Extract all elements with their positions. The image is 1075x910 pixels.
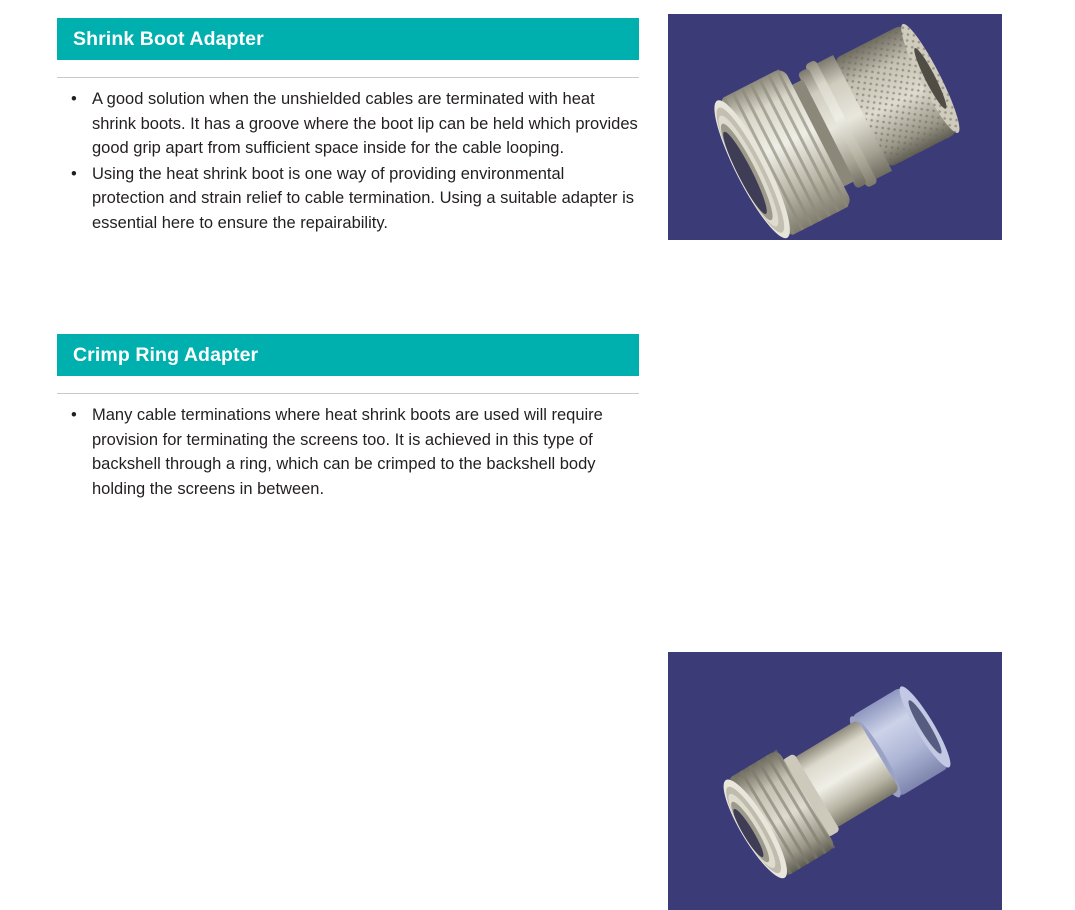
crimp-ring-divider <box>57 393 639 394</box>
list-item <box>57 162 639 236</box>
list-item-text: Using the heat shrink boot is one way of providing environmental protection and strain relief to cable termination. Using a suitable adapter is essential here to ensure the repairability. <box>92 164 635 232</box>
crimp-ring-text-column <box>57 334 639 502</box>
list-item <box>57 87 639 161</box>
list-item-text: A good solution when the unshielded cables are terminated with heat shrink boots. It has a groove where the boot lip can be held which provides good grip apart from sufficient space inside for the cable looping. <box>92 90 638 157</box>
shrink-boot-text-column <box>57 18 639 236</box>
list-item-text: Many cable terminations where heat shrink boots are used will require provision for terminating the screens too. It is achieved in this type of backshell through a ring, which can be crimped to the backshell body holding the screens in between. <box>92 406 603 498</box>
bullet-glyph: • <box>71 90 77 108</box>
crimp-ring-title: Crimp Ring Adapter <box>73 343 259 366</box>
list-item <box>57 403 639 501</box>
shrink-boot-adapter-render <box>668 14 1002 240</box>
crimp-ring-bullet-list <box>57 403 639 501</box>
crimp-ring-adapter-render <box>668 652 1002 910</box>
bullet-glyph: • <box>71 164 77 183</box>
shrink-boot-adapter-image <box>668 14 1002 240</box>
crimp-ring-banner <box>57 334 639 376</box>
shrink-boot-banner <box>57 18 639 60</box>
shrink-boot-title: Shrink Boot Adapter <box>73 27 264 50</box>
crimp-ring-adapter-image <box>668 652 1002 910</box>
shrink-boot-bullet-list <box>57 87 639 235</box>
shrink-boot-divider <box>57 77 639 78</box>
bullet-glyph: • <box>71 406 77 424</box>
